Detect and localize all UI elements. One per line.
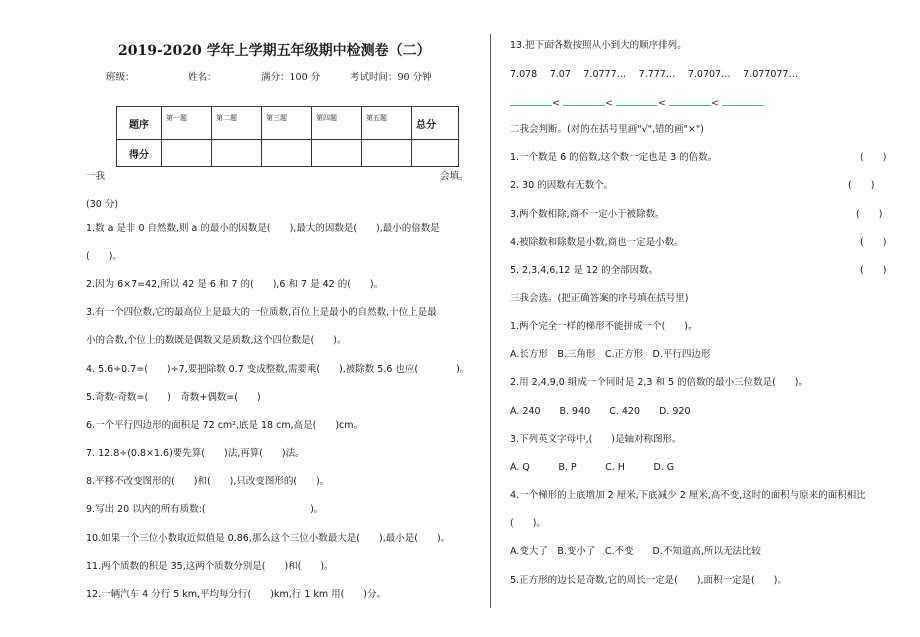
order-blank[interactable] [563,96,605,106]
score-cell[interactable] [412,140,459,167]
section1-heading-start: 一我 [86,171,106,182]
choice-2-options: A. 240 B. 940 C. 420 D. 920 [510,406,691,417]
judge-1-paren[interactable]: ( ) [860,152,887,163]
ordering-blanks [510,96,764,109]
score-cell[interactable] [312,140,362,167]
choice-3: 3.下列英文字母中,( )是轴对称图形。 [510,434,682,445]
question-3b: 小的合数,个位上的数既是偶数又是质数,这个四位数是( )。 [86,335,347,346]
question-10: 10.如果一个三位小数取近似值是 0.86,那么这个三位小数最大是( ),最小是( )。 [86,533,451,544]
section2-heading: 二我会判断。(对的在括号里画"√",错的画"×") [510,124,704,135]
exam-time-label: 考试时间：90 分钟 [350,72,432,83]
order-blank[interactable] [510,96,552,106]
full-score-label: 满分：100 分 [261,72,321,83]
col-q2: 第二题 [212,107,262,140]
score-cell[interactable] [262,140,312,167]
judge-5: 5. 2,3,4,6,12 是 12 的全部因数。 [510,265,659,276]
judge-2: 2. 30 的因数有无数个。 [510,180,614,191]
question-6: 6.一个平行四边形的面积是 72 cm²,底是 18 cm,高是( )cm。 [86,420,364,431]
question-3a: 3.有一个四位数,它的最高位上是最大的一位质数,百位上是最小的自然数,十位上是最 [86,307,437,318]
choice-3-options: A. Q B. P C. H D. G [510,462,675,473]
name-label: 姓名： [188,72,217,83]
question-11: 11.两个质数的积是 35,这两个质数分别是( )和( )。 [86,561,334,572]
question-13: 13.把下面各数按照从小到大的顺序排列。 [510,40,687,51]
page-title: 2019-2020 学年上学期五年级期中检测卷（二） [118,43,431,59]
row-label-order: 题序 [117,107,162,140]
question-12: 12.一辆汽车 4 分行 5 km,平均每分行( )km,行 1 km 用( )分。 [86,589,387,600]
less-than-sign: < [658,98,666,109]
question-4: 4. 5.6÷0.7=( )÷7,要把除数 0.7 变成整数,需要乘( ),被除数 5.6 也应( )。 [86,364,470,375]
question-7: 7. 12.8÷(0.8×1.6)要先算( )法,再算( )法。 [86,448,305,459]
order-blank[interactable] [722,96,764,106]
score-table [116,106,459,167]
question-9: 9.写出 20 以内的所有质数:( )。 [86,504,324,515]
col-q4: 第四题 [312,107,362,140]
score-cell[interactable] [212,140,262,167]
col-q3: 第三题 [262,107,312,140]
choice-2: 2.用 2,4,9,0 组成一个同时是 2,3 和 5 的倍数的最小三位数是( )。 [510,377,808,388]
question-1b: ( )。 [86,251,122,262]
question-8: 8.平移不改变图形的( )和( ),只改变图形的( )。 [86,476,330,487]
section1-heading-end: 会填。 [440,171,469,182]
order-blank[interactable] [616,96,658,106]
less-than-sign: < [605,98,613,109]
choice-4-paren: ( )。 [510,518,546,529]
col-q5: 第五题 [362,107,412,140]
col-total: 总分 [412,107,459,140]
class-label: 班级： [106,72,135,83]
judge-4-paren[interactable]: ( ) [860,237,887,248]
order-blank[interactable] [669,96,711,106]
row-label-score: 得分 [117,140,162,167]
choice-4: 4.一个梯形的上底增加 2 厘米,下底减少 2 厘米,高不变,这时的面积与原来的面积相比 [510,490,866,501]
judge-1: 1.一个数是 6 的倍数,这个数一定也是 3 的倍数。 [510,152,718,163]
less-than-sign: < [711,98,719,109]
choice-1-options: A.长方形 B.三角形 C.正方形 D.平行四边形 [510,349,711,360]
question-13-numbers: 7.078 7.07 7.0777… 7.777… 7.0707… 7.077077… [510,69,798,80]
section3-heading: 三我会选。(把正确答案的序号填在括号里) [510,293,689,304]
judge-4: 4.被除数和除数是小数,商也一定是小数。 [510,237,684,248]
judge-2-paren[interactable]: ( ) [848,180,875,191]
judge-3-paren[interactable]: ( ) [856,209,883,220]
judge-5-paren[interactable]: ( ) [860,265,887,276]
column-divider [490,34,491,608]
judge-3: 3.两个数相除,商不一定小于被除数。 [510,209,665,220]
less-than-sign: < [552,98,560,109]
choice-1: 1.两个完全一样的梯形不能拼成一个( )。 [510,321,698,332]
question-1a: 1.数 a 是非 0 自然数,则 a 的最小的因数是( ),最大的因数是( ),最小的倍数是 [86,223,440,234]
choice-5: 5.正方形的边长是奇数,它的周长一定是( ),面积一定是( )。 [510,575,787,586]
question-5: 5.奇数-奇数=( ) 奇数+偶数=( ) [86,392,261,403]
score-cell[interactable] [362,140,412,167]
col-q1: 第一题 [162,107,212,140]
section1-points: (30 分) [86,199,119,210]
choice-4-options: A.变大了 B.变小了 C.不变 D.不知道高,所以无法比较 [510,546,761,557]
score-cell[interactable] [162,140,212,167]
question-2: 2.因为 6×7=42,所以 42 是 6 和 7 的( ),6 和 7 是 42 的( )。 [86,279,384,290]
